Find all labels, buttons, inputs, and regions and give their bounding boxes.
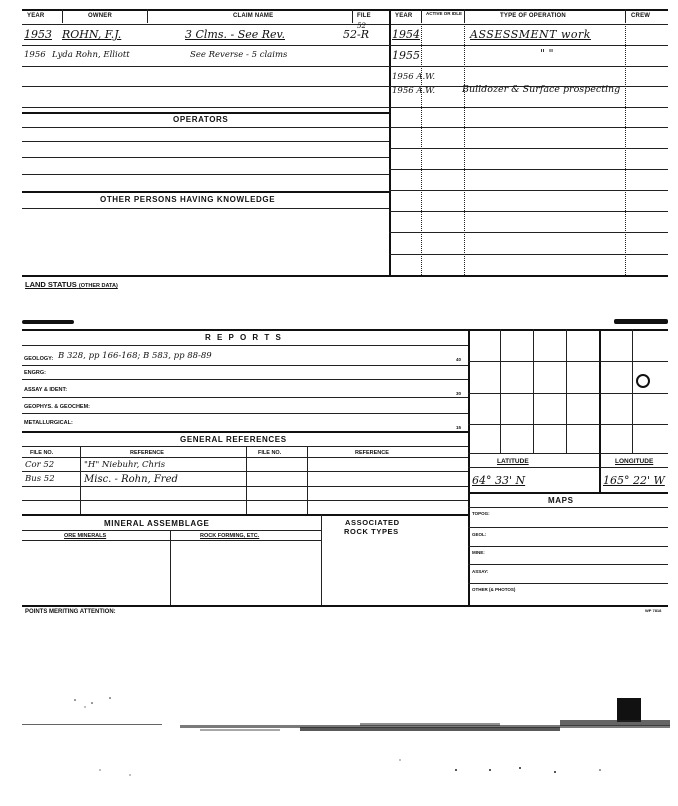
header-owner: OWNER	[88, 13, 112, 19]
latitude-label: LATITUDE	[497, 458, 529, 465]
longitude-label: LONGITUDE	[615, 458, 654, 465]
owner-row-1-year: 1953	[24, 28, 52, 41]
report-geology-num: 40	[456, 357, 462, 362]
maps-heading: MAPS	[548, 496, 574, 505]
owner-row-2-year: 1956	[24, 50, 46, 60]
mineral-assemblage-heading: MINERAL ASSEMBLAGE	[104, 519, 210, 528]
report-geophys-label: GEOPHYS. & GEOCHEM:	[24, 404, 91, 410]
operation-row-2-year: 1955	[392, 49, 420, 62]
reports-heading: R E P O R T S	[205, 333, 283, 342]
owner-row-2-owner: Lyda Rohn, Elliott	[52, 50, 130, 60]
general-references-heading: GENERAL REFERENCES	[180, 435, 287, 444]
rock-types-heading: ROCK TYPES	[344, 527, 399, 536]
ore-minerals-heading: ORE MINERALS	[64, 533, 107, 539]
gen-ref-row-1-ref: "H" Niebuhr, Chris	[84, 460, 166, 470]
land-status-label: LAND STATUS	[25, 280, 77, 289]
gen-ref-row-2-file: Bus 52	[25, 474, 55, 484]
map-mine-label: MINE:	[472, 550, 485, 555]
gen-ref-row-2-ref: Misc. - Rohn, Fred	[84, 474, 178, 485]
report-assay-label: ASSAY & IDENT:	[24, 387, 68, 393]
scan-noise-graphic	[0, 680, 678, 800]
operation-row-2-type: " "	[540, 47, 554, 60]
header-active-idle: ACTIVE OR IDLE	[425, 11, 462, 16]
points-meriting-heading: POINTS MERITING ATTENTION:	[25, 609, 116, 615]
header-year: YEAR	[27, 13, 45, 19]
report-geology-label: GEOLOGY:	[24, 356, 54, 362]
other-persons-heading: OTHER PERSONS HAVING KNOWLEDGE	[100, 195, 276, 204]
operation-row-1-year: 1954	[392, 28, 420, 41]
location-marker-icon	[636, 374, 650, 388]
owner-row-1-claim: 3 Clms. - See Rev.	[185, 28, 285, 41]
report-metallurgical-label: METALLURGICAL:	[24, 420, 73, 426]
rock-forming-heading: ROCK FORMING, ETC.	[200, 533, 260, 539]
owner-row-1-owner: ROHN, F.J.	[62, 28, 122, 41]
operation-row-3-year: 1956 A.W.	[392, 72, 436, 82]
header-crew: CREW	[631, 13, 651, 19]
map-topog-label: TOPOG:	[472, 511, 490, 516]
operation-row-1-type: ASSESSMENT work	[470, 28, 591, 41]
gen-ref-header-file-no-2: FILE NO.	[258, 450, 282, 456]
latitude-value: 64° 33' N	[472, 474, 526, 487]
gen-ref-header-reference: REFERENCE	[130, 450, 164, 456]
report-engrg-label: ENGRG:	[24, 370, 46, 376]
header-claim-name: CLAIM NAME	[233, 13, 274, 19]
land-status-sub: (OTHER DATA)	[78, 283, 118, 289]
land-status-heading	[25, 280, 118, 289]
associated-heading: ASSOCIATED	[345, 518, 400, 527]
report-metallurgical-num: 15	[456, 425, 462, 430]
map-assay-label: ASSAY:	[472, 569, 489, 574]
gen-ref-header-reference-2: REFERENCE	[355, 450, 389, 456]
operation-row-4-type: Bulldozer & Surface prospecting	[462, 84, 621, 95]
header-year-2: YEAR	[395, 13, 413, 19]
form-number: WP 7818	[645, 608, 662, 613]
gen-ref-row-1-file: Cor 52	[25, 460, 55, 470]
owner-row-2-claim: See Reverse - 5 claims	[190, 50, 288, 60]
owner-row-1-file: 52-R	[343, 28, 369, 41]
map-other-label: OTHER (& PHOTOS)	[472, 587, 516, 592]
file-superscript: 52	[357, 22, 366, 30]
map-geol-label: GEOL:	[472, 532, 487, 537]
operators-heading: OPERATORS	[173, 115, 229, 124]
longitude-value: 165° 22' W	[603, 474, 665, 487]
report-assay-num: 30	[456, 391, 462, 396]
header-file: FILE	[357, 13, 371, 19]
gen-ref-header-file-no: FILE NO.	[30, 450, 54, 456]
header-type-of-operation: TYPE OF OPERATION	[500, 13, 566, 19]
operation-row-4-year: 1956 A.W.	[392, 86, 436, 96]
report-geology-value: B 328, pp 166-168; B 583, pp 88-89	[58, 351, 212, 361]
